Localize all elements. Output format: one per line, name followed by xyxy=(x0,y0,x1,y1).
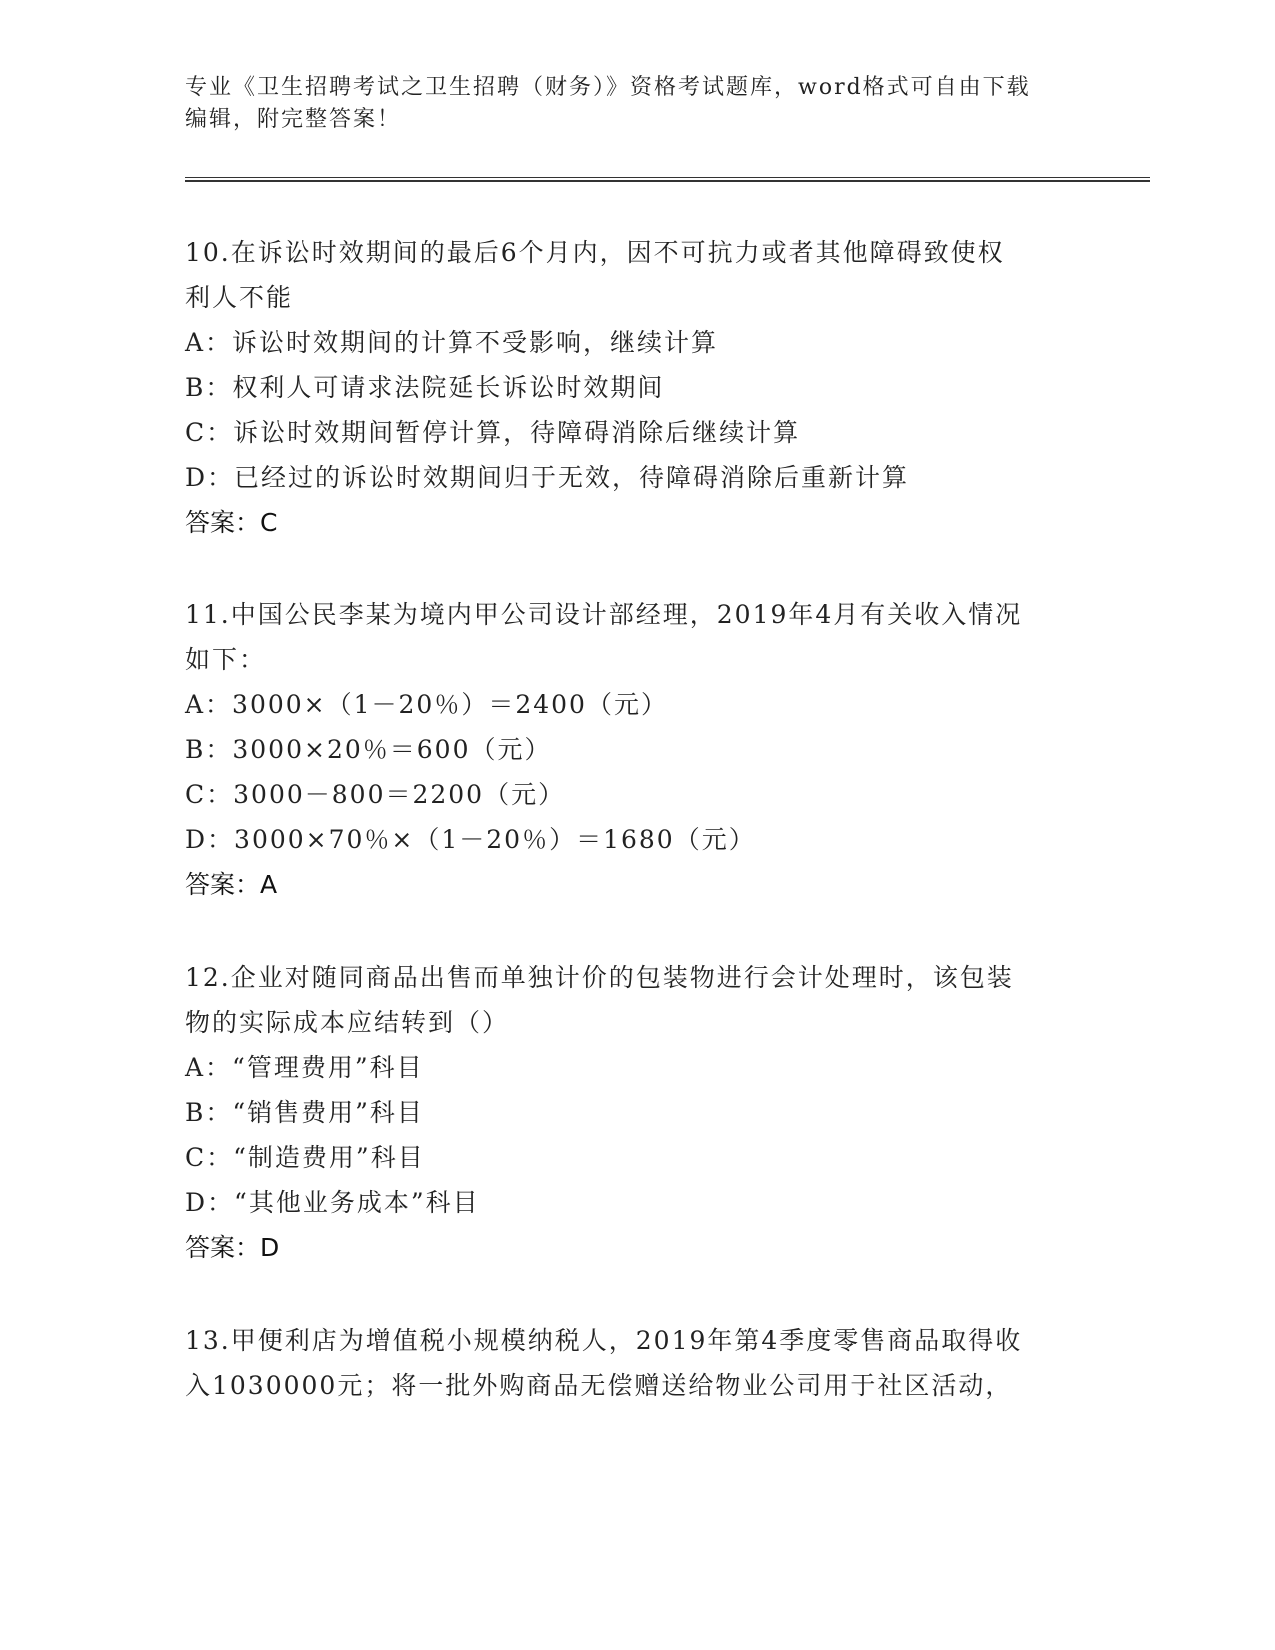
option-c: C：诉讼时效期间暂停计算，待障碍消除后继续计算 xyxy=(185,418,801,447)
question-stem: 12.企业对随同商品出售而单独计价的包装物进行会计处理时，该包装 xyxy=(185,963,1014,992)
header-divider xyxy=(185,177,1150,182)
question-stem-continued: 入1030000元；将一批外购商品无偿赠送给物业公司用于社区活动， xyxy=(185,1371,1013,1400)
option-b: B：权利人可请求法院延长诉讼时效期间 xyxy=(185,373,665,402)
answer: 答案：D xyxy=(185,1233,280,1262)
option-a: A：“管理费用”科目 xyxy=(185,1053,424,1082)
question-11 xyxy=(185,592,1085,907)
option-c: C：“制造费用”科目 xyxy=(185,1143,425,1172)
question-stem: 13.甲便利店为增值税小规模纳税人，2019年第4季度零售商品取得收 xyxy=(185,1326,1023,1355)
option-d: D：“其他业务成本”科目 xyxy=(185,1188,480,1217)
question-stem-continued: 利人不能 xyxy=(185,283,294,312)
question-stem-continued: 物的实际成本应结转到（） xyxy=(185,1008,510,1037)
document-header xyxy=(185,72,1085,136)
question-13 xyxy=(185,1318,1085,1408)
question-10 xyxy=(185,230,1085,545)
option-d: D：3000×70％×（1－20％）＝1680（元） xyxy=(185,825,756,854)
question-12 xyxy=(185,955,1085,1270)
option-a: A：诉讼时效期间的计算不受影响，继续计算 xyxy=(185,328,719,357)
option-d: D：已经过的诉讼时效期间归于无效，待障碍消除后重新计算 xyxy=(185,463,910,492)
answer: 答案：A xyxy=(185,870,278,899)
question-stem-continued: 如下： xyxy=(185,645,267,674)
answer: 答案：C xyxy=(185,508,278,537)
option-a: A：3000×（1－20％）＝2400（元） xyxy=(185,690,668,719)
option-b: B：“销售费用”科目 xyxy=(185,1098,424,1127)
question-stem: 10.在诉讼时效期间的最后6个月内，因不可抗力或者其他障碍致使权 xyxy=(185,238,1005,267)
question-stem: 11.中国公民李某为境内甲公司设计部经理，2019年4月有关收入情况 xyxy=(185,600,1023,629)
option-c: C：3000－800＝2200（元） xyxy=(185,780,566,809)
header-line-2: 编辑，附完整答案！ xyxy=(185,107,402,132)
option-b: B：3000×20％＝600（元） xyxy=(185,735,552,764)
header-line-1: 专业《卫生招聘考试之卫生招聘（财务）》资格考试题库，word格式可自由下载 xyxy=(185,75,1031,100)
